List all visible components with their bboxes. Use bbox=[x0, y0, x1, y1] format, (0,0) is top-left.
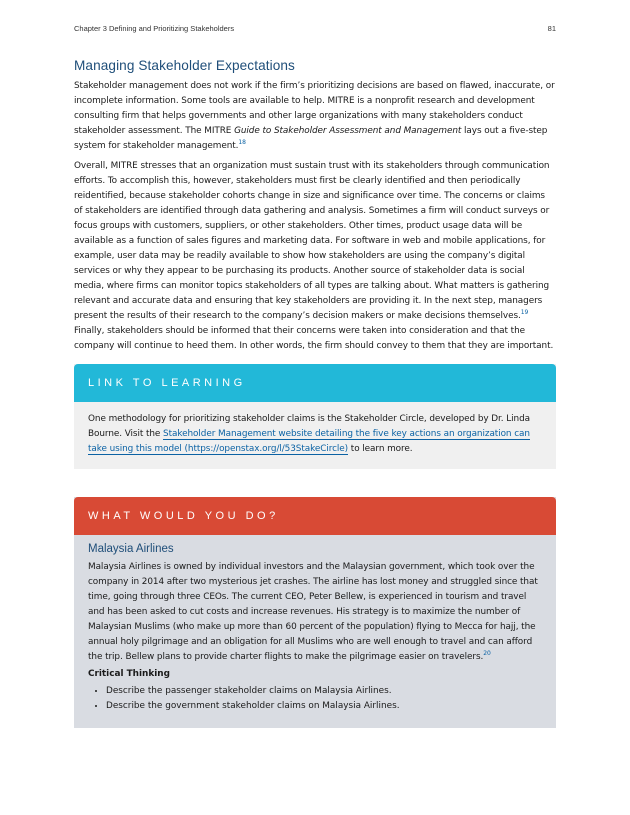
guide-title-italic: Guide to Stakeholder Assessment and Management bbox=[234, 126, 462, 136]
paragraph-1 bbox=[74, 79, 556, 154]
link-text-a: One methodology for prioritizing stakeholder claims is the Stakeholder Circle, developed by Dr. Linda Bourne. Visit the bbox=[88, 414, 530, 439]
stakeholder-circle-link[interactable]: Stakeholder Management website detailing the five key actions an organization can take using this model (https://openstax.org/l/53StakeCircle) bbox=[88, 429, 530, 454]
link-to-learning-body bbox=[74, 402, 556, 469]
critical-thinking-label: Critical Thinking bbox=[88, 669, 170, 679]
case-paragraph bbox=[88, 560, 542, 665]
what-would-you-do-box bbox=[74, 497, 556, 728]
paragraph-2 bbox=[74, 159, 556, 354]
paragraph-2-text-b: Finally, stakeholders should be informed that their concerns were taken into consideration and that the company will continue to heed them. In other words, the firm should convey to them that they are important. bbox=[74, 326, 554, 351]
page-content bbox=[74, 58, 556, 728]
paragraph-2-text-a: Overall, MITRE stresses that an organization must sustain trust with its stakeholders through communication efforts. To accomplish this, however, stakeholders must first be clearly identified and then periodically reidentified, because stakeholder cohorts change in size and significance over time. The concerns or claims of stakeholders are identified through data gathering and analysis. Sometimes a firm will conduct surveys or focus groups with customers, suppliers, or other stakeholders. Other times, product usage data will be available as a function of sales figures and marketing data. For software in web and mobile applications, for example, user data may be readily available to show how stakeholders are using the company’s digital services or why they appear to be purchasing its products. Another source of stakeholder data is social media, where firms can monitor topics stakeholders of all types are talking about. What matters is gathering relevant and accurate data and ensuring that key stakeholders are providing it. In the next step, managers present the results of their research to the company’s decision makers or make decisions themselves. bbox=[74, 161, 550, 321]
paragraph-1-text-b: lays out a five-step system for stakeholder management. bbox=[74, 126, 548, 151]
question-item: • Describe the passenger stakeholder claims on Malaysia Airlines. bbox=[106, 684, 542, 699]
what-would-you-do-heading: WHAT WOULD YOU DO? bbox=[74, 497, 556, 535]
link-text-b: to learn more. bbox=[348, 444, 413, 454]
link-to-learning-text bbox=[88, 412, 542, 457]
paragraph-1-text-a: Stakeholder management does not work if the firm’s prioritizing decisions are based on flawed, inaccurate, or incomplete information. Some tools are available to help. MITRE is a nonprofit research and development consulting firm that helps governments and other large organizations with many stakeholders conduct stakeholder assessment. The MITRE bbox=[74, 81, 555, 136]
section-title: Managing Stakeholder Expectations bbox=[74, 58, 295, 73]
link-to-learning-box bbox=[74, 364, 556, 469]
footnote-ref-19[interactable]: 19 bbox=[520, 309, 529, 316]
footnote-ref-20[interactable]: 20 bbox=[483, 650, 491, 657]
question-item: • Describe the government stakeholder claims on Malaysia Airlines. bbox=[106, 699, 542, 714]
running-head-chapter: Chapter 3 Defining and Prioritizing Stakeholders bbox=[74, 24, 235, 33]
case-title: Malaysia Airlines bbox=[88, 543, 174, 555]
footnote-ref-18[interactable]: 18 bbox=[238, 139, 246, 146]
what-would-you-do-body bbox=[74, 535, 556, 728]
question-list bbox=[88, 684, 542, 714]
page-number: 81 bbox=[547, 24, 556, 33]
page-header bbox=[74, 24, 556, 33]
case-text: Malaysia Airlines is owned by individual investors and the Malaysian government, which took over the company in 2014 after two mysterious jet crashes. The airline has lost money and struggled since that time, going through three CEOs. The current CEO, Peter Bellew, is experienced in tourism and travel and has been asked to cut costs and increase revenues. His strategy is to maximize the number of Malaysian Muslims (who make up more than 60 percent of the population) flying to Mecca for hajj, the annual holy pilgrimage and an obligation for all Muslims who are well enough to travel and can afford the trip. Bellew plans to provide charter flights to make the pilgrimage easier on travelers. bbox=[88, 562, 538, 662]
link-to-learning-heading: LINK TO LEARNING bbox=[74, 364, 556, 402]
